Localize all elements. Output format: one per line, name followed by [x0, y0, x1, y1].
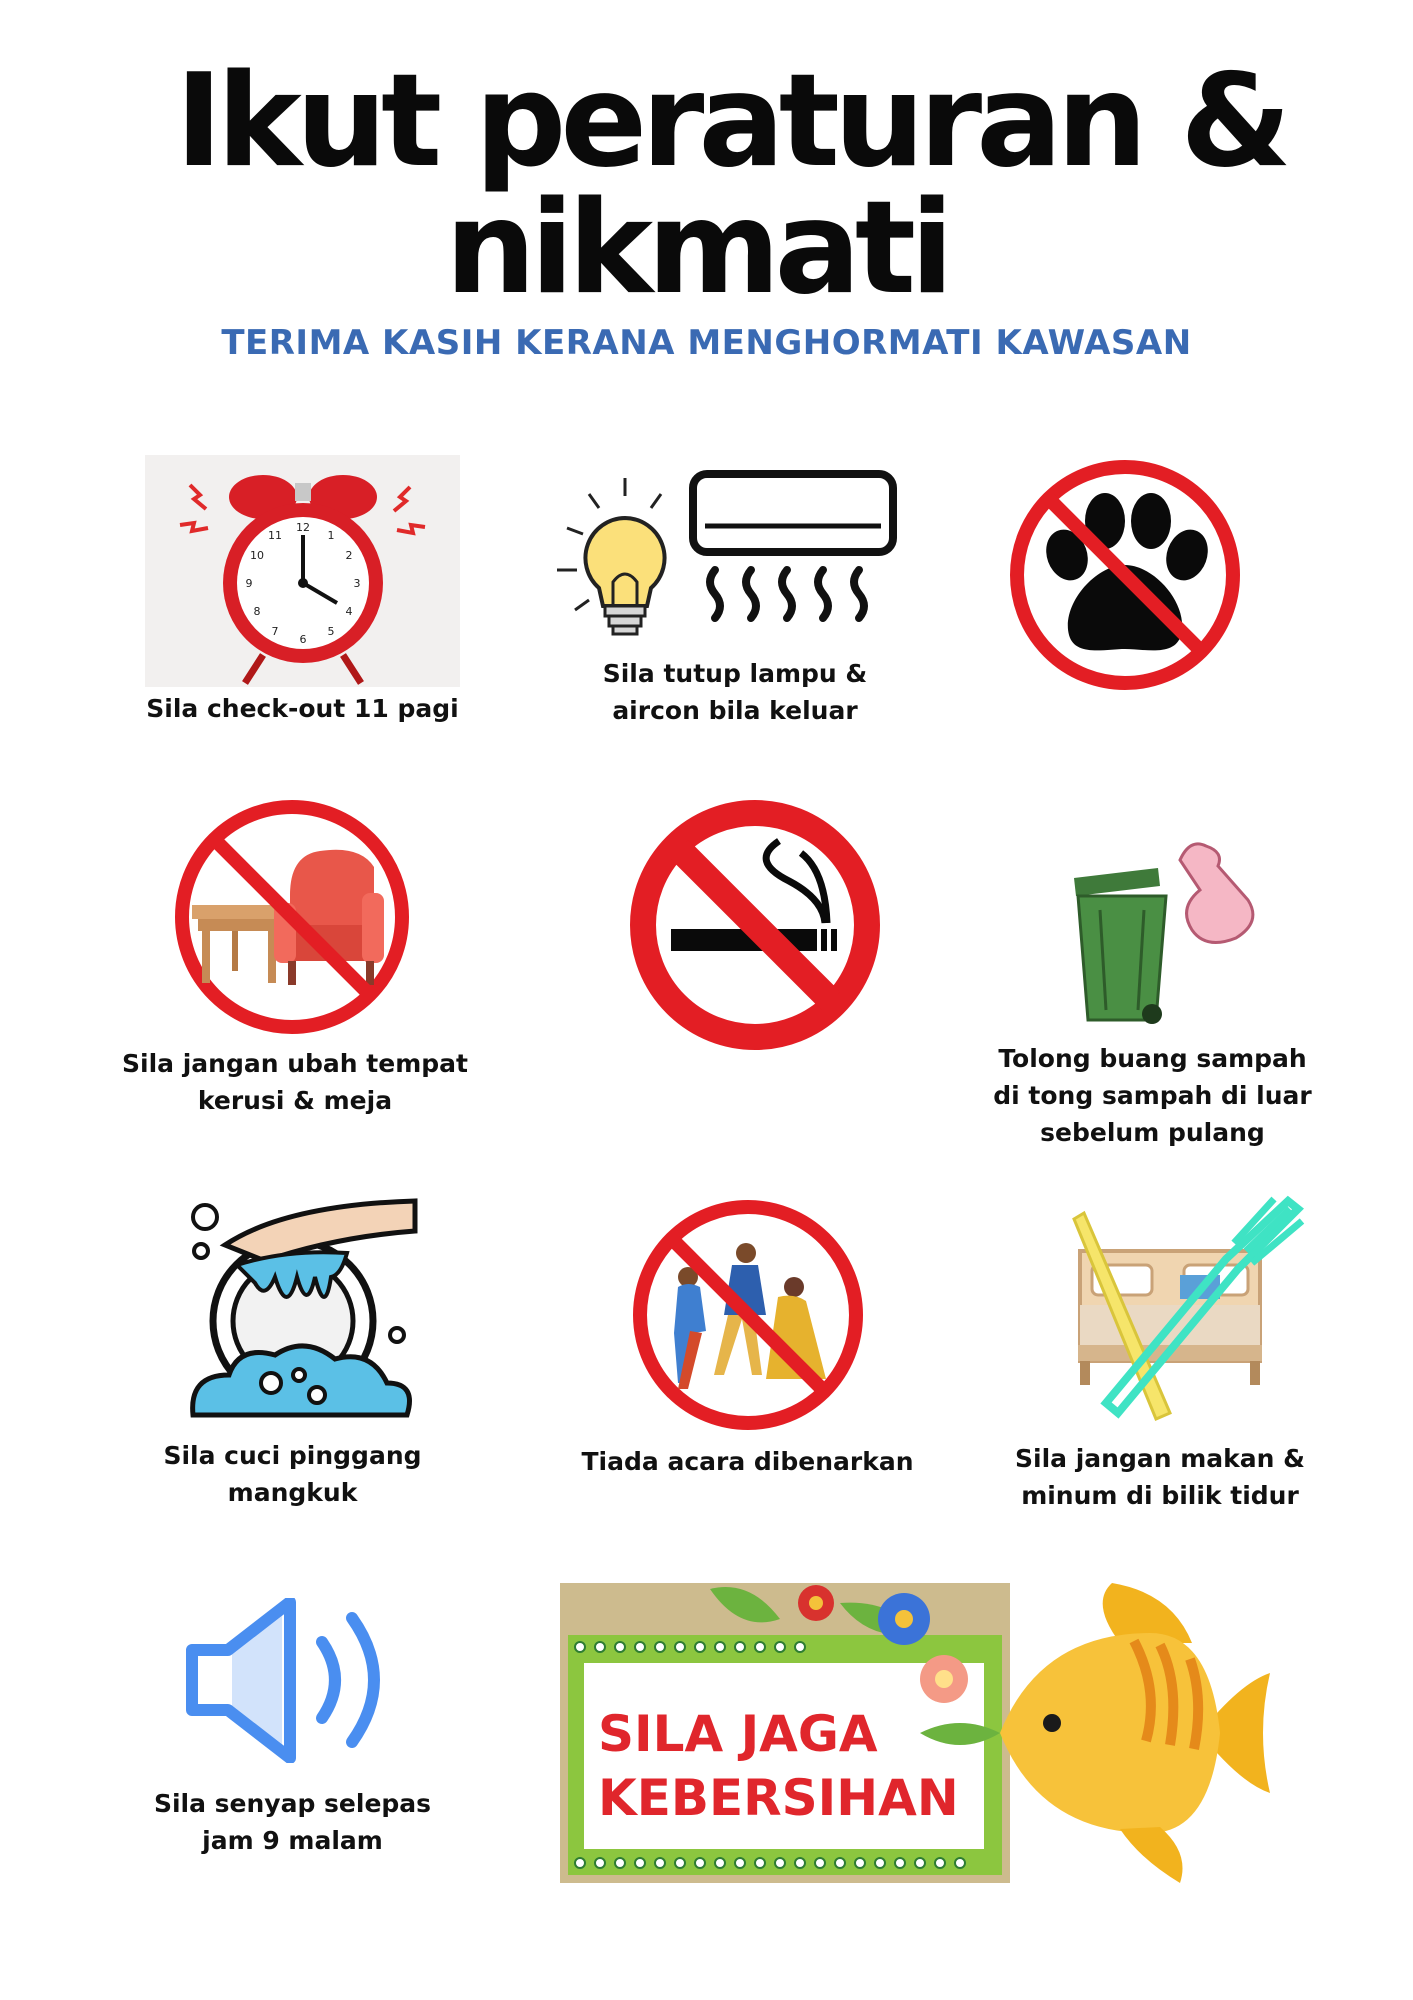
no-party-icon: [628, 1195, 868, 1435]
svg-text:10: 10: [250, 549, 264, 562]
quiet-caption: Sila senyap selepas jam 9 malam: [153, 1789, 432, 1855]
svg-text:1: 1: [327, 529, 335, 542]
fish-icon: [1000, 1583, 1270, 1883]
banner-line-1: SILA JAGA: [598, 1705, 878, 1763]
svg-text:11: 11: [268, 529, 282, 542]
trash-bin-icon: [1060, 830, 1260, 1030]
svg-text:3: 3: [353, 577, 361, 590]
no-eating-in-bedroom-icon: [1060, 1195, 1305, 1425]
svg-text:9: 9: [245, 577, 253, 590]
svg-text:2: 2: [345, 549, 353, 562]
no-smoking-icon: [625, 795, 885, 1055]
svg-text:12: 12: [296, 521, 310, 534]
lights-aircon-caption: Sila tutup lampu & aircon bila keluar: [602, 659, 868, 725]
no-move-furniture-icon: [170, 795, 415, 1040]
alarm-clock-icon: [145, 455, 460, 687]
checkout-caption: Sila check-out 11 pagi: [146, 694, 459, 723]
furniture-caption: Sila jangan ubah tempat kerusi & meja: [122, 1049, 468, 1115]
speaker-icon: [180, 1598, 395, 1763]
banner-line-2: KEBERSIHAN: [598, 1769, 959, 1827]
no-pets-icon: [1005, 455, 1245, 695]
title-line-2: nikmati: [445, 174, 948, 323]
wash-dishes-icon: [185, 1195, 420, 1425]
svg-text:4: 4: [345, 605, 353, 618]
lightbulb-aircon-icon: [555, 470, 905, 650]
svg-text:8: 8: [253, 605, 261, 618]
svg-text:6: 6: [299, 633, 307, 646]
title-line-1: Ikut peraturan &: [175, 47, 1286, 196]
svg-text:5: 5: [327, 625, 335, 638]
trash-caption: Tolong buang sampah di tong sampah di luar sebelum pulang: [993, 1044, 1312, 1147]
no-events-caption: Tiada acara dibenarkan: [581, 1447, 914, 1476]
cleanliness-banner: [560, 1583, 1280, 1888]
no-eating-caption: Sila jangan makan & minum di bilik tidur: [1015, 1444, 1305, 1510]
subtitle: TERIMA KASIH KERANA MENGHORMATI KAWASAN: [221, 323, 1192, 363]
svg-text:7: 7: [271, 625, 279, 638]
dishes-caption: Sila cuci pinggang mangkuk: [163, 1441, 422, 1507]
